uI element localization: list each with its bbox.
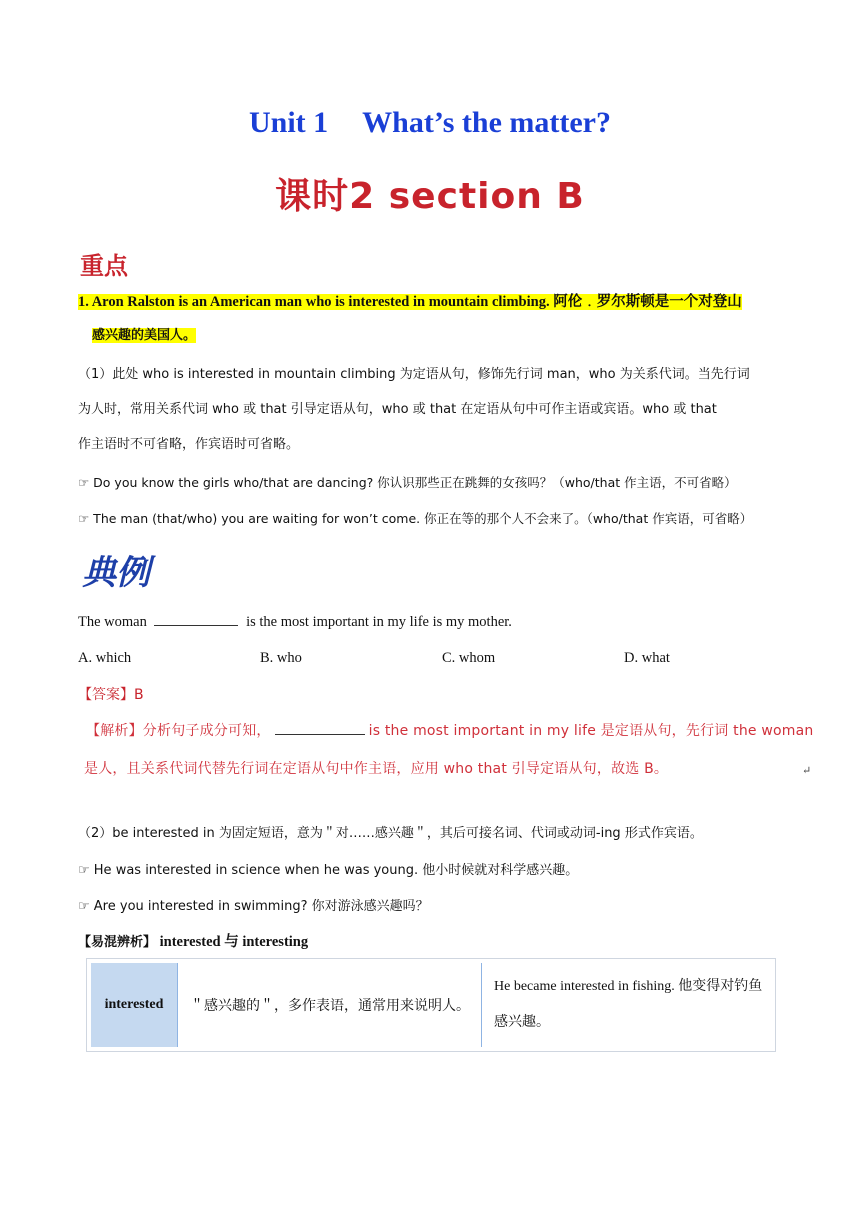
typical-example-label-image: [80, 546, 162, 594]
analysis-lead: 【解析】分析句子成分可知，: [86, 723, 271, 739]
example-sentence: ☞ The man (that/who) you are waiting for won’t come. 你正在等的那个人不会来了。（who/that 作宾语，可省略）: [78, 511, 753, 526]
answer: 【答案】B: [78, 687, 144, 703]
option-d: D. what: [624, 650, 670, 666]
analysis-clause: is the most important in my life 是定语从句，先行词 the woman: [368, 723, 814, 739]
key-point-text-2: 感兴趣的美国人。: [92, 328, 197, 343]
note1-line1: （1）此处 who is interested in mountain climbing 为定语从句，修饰先行词 man，who 为关系代词。当先行词: [78, 367, 750, 382]
option-c: C. whom: [442, 650, 496, 666]
example-sentence: ☞ Do you know the girls who/that are dancing? 你认识那些正在跳舞的女孩吗？（who/that 作主语，不可省略）: [78, 475, 737, 490]
table-meaning: ＂感兴趣的＂，多作表语，通常用来说明人。: [182, 963, 482, 1047]
title-unit: Unit 1: [248, 106, 329, 139]
return-mark-icon: ↵: [802, 764, 812, 777]
lesson-subtitle: 课时2 section B: [275, 176, 585, 217]
comparison-table: [86, 958, 776, 1052]
confusion-heading: [78, 933, 308, 952]
table-row: [91, 963, 771, 1047]
section-heading: 重点: [80, 252, 128, 280]
option-b: B. who: [260, 650, 302, 666]
question-end: is the most important in my life is my mother.: [246, 614, 512, 630]
table-example: He became interested in fishing. 他变得对钓鱼感兴趣。: [494, 979, 763, 1030]
note1-line3: 作主语时不可省略，作宾语时可省略。: [78, 437, 300, 452]
option-a: A. which: [78, 650, 132, 666]
note1-line2: 为人时，常用关系代词 who 或 that 引导定语从句，who 或 that 在定语从句中可作主语或宾语。who 或 that: [78, 402, 717, 417]
key-point-line1: [78, 293, 742, 311]
page-title: [0, 106, 860, 140]
key-point-text-1: 1. Aron Ralston is an American man who is interested in mountain climbing. 阿伦﹒罗尔斯顿是一个对登山: [78, 294, 742, 310]
analysis-blank: [275, 733, 365, 735]
analysis-line1: [86, 720, 813, 740]
question: [78, 613, 512, 631]
question-start: The woman: [78, 614, 147, 630]
example-sentence: ☞ Are you interested in swimming? 你对游泳感兴趣吗？: [78, 899, 429, 914]
title-question: What’s the matter?: [362, 106, 611, 139]
confusion-label: 【易混辨析】: [78, 935, 157, 950]
answer-blank: [154, 624, 238, 626]
typical-example-label: 典例: [82, 553, 150, 593]
key-point-line2: [92, 326, 196, 345]
table-word: interested: [91, 963, 178, 1047]
example-sentence: ☞ He was interested in science when he was young. 他小时候就对科学感兴趣。: [78, 863, 579, 878]
analysis-line2: 是人，且关系代词代替先行词在定语从句中作主语，应用 who that 引导定语从句，故选 B。: [84, 761, 669, 777]
note2: （2）be interested in 为固定短语，意为＂对……感兴趣＂，其后可接名词、代词或动词-ing 形式作宾语。: [78, 826, 703, 841]
confusion-topic: interested 与 interesting: [159, 934, 309, 950]
